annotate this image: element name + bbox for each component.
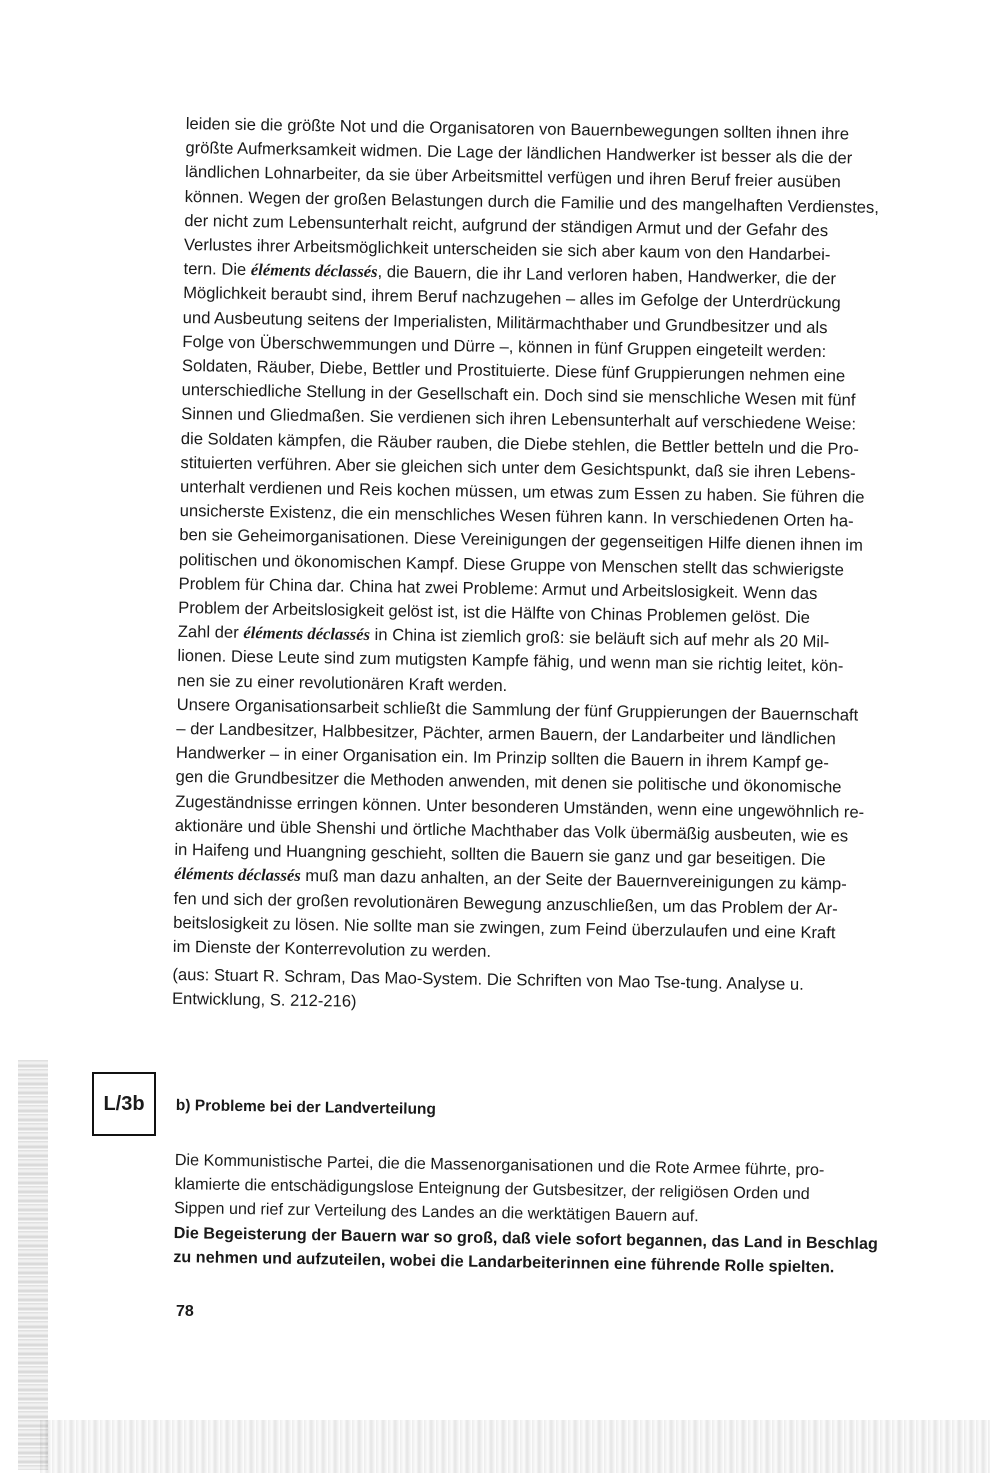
text-line: Zugeständnisse erringen können. Unter besonderen Umständen, wenn eine ungewöhnlich re- bbox=[175, 791, 865, 822]
text-line: Die Begeisterung der Bauern war so groß, daß viele sofort begannen, das Land in Beschlag bbox=[173, 1223, 879, 1253]
text-line: die Soldaten kämpfen, die Räuber rauben, die Diebe stehlen, die Bettler betteln und die Pro- bbox=[180, 428, 859, 459]
scan-noise-bottom bbox=[40, 1420, 990, 1473]
text-fragment: , die Bauern, die ihr Land verloren haben, Handwerker, die der bbox=[377, 262, 837, 289]
term-elements-declasses: éléments déclassés bbox=[243, 623, 371, 645]
citation bbox=[172, 963, 908, 1023]
text-line: größte Aufmerksamkeit widmen. Die Lage der ländlichen Handwerker ist besser als die der bbox=[185, 138, 853, 168]
section-heading: b) Probleme bei der Landverteilung bbox=[175, 1097, 437, 1119]
text-line: und Ausbeutung seitens der Imperialisten, Militärmachthaber und Grundbesitzer und als bbox=[182, 307, 828, 337]
text-fragment: Zahl der bbox=[177, 622, 244, 643]
paragraph-organisationsarbeit bbox=[173, 693, 912, 971]
text-line: im Dienste der Konterrevolution zu werden. bbox=[172, 936, 492, 961]
text-line: ländlichen Lohnarbeiter, da sie über Arbeitsmittel verfügen und ihren Beruf freier ausüben bbox=[184, 162, 842, 192]
text-line: in Haifeng und Huangning geschieht, sollten die Bauern sie ganz und gar beseitigen. Die bbox=[174, 840, 826, 870]
section-b-text bbox=[173, 1148, 910, 1281]
text-fragment: tern. Die bbox=[183, 259, 252, 280]
text-line: aktionäre und üble Shenshi und örtliche Machthaber das Volk übermäßig ausbeuten, wie es bbox=[174, 815, 849, 846]
text-line: Die Kommunistische Partei, die die Massenorganisationen und die Rote Armee führte, pro- bbox=[174, 1150, 825, 1180]
text-line: – der Landbesitzer, Halbbesitzer, Pächter, armen Bauern, der Landarbeiter und ländlichen bbox=[176, 719, 836, 749]
text-line: Verlustes ihrer Arbeitsmöglichkeit unterscheiden sie sich aber kaum von den Handarbei- bbox=[183, 235, 831, 265]
text-line: lionen. Diese Leute sind zum mutigsten Kampfe fähig, und wenn man sie richtig leitet, kön- bbox=[177, 646, 844, 676]
scan-noise-left bbox=[18, 1060, 48, 1470]
text-line: Problem der Arbeitslosigkeit gelöst ist, ist die Hälfte von Chinas Problemen gelöst. Die bbox=[178, 598, 811, 627]
text-line: fen und sich der großen revolutionären Bewegung anzuschließen, um das Problem der Ar- bbox=[173, 888, 838, 918]
text-line: nen sie zu einer revolutionären Kraft werden. bbox=[176, 670, 508, 695]
text-line: ben sie Geheimorganisationen. Diese Vereinigungen der gegenseitigen Hilfe dienen ihnen im bbox=[179, 525, 863, 556]
text-line: können. Wegen der großen Belastungen durch die Familie und des mangelhaften Verdienstes, bbox=[184, 186, 880, 217]
text-line: Sinnen und Gliedmaßen. Sie verdienen sich ihren Lebensunterhalt auf verschiedene Weise: bbox=[181, 404, 857, 435]
term-elements-declasses: éléments déclassés bbox=[250, 260, 378, 282]
section-label: L/3b bbox=[103, 1092, 145, 1115]
text-line: der nicht zum Lebensunterhalt reicht, aufgrund der ständigen Armut und der Gefahr des bbox=[184, 210, 829, 240]
text-line: unterhalt verdienen und Reis kochen müssen, um etwas zum Essen zu haben. Sie führen die bbox=[179, 477, 865, 507]
page-number: 78 bbox=[176, 1303, 194, 1320]
text-line: zu nehmen und aufzuteilen, wobei die Landarbeiterinnen eine führende Rolle spielten. bbox=[173, 1247, 835, 1277]
text-line: Sippen und rief zur Verteilung des Landes an die werktätigen Bauern auf. bbox=[173, 1199, 699, 1226]
text-line: unterschiedliche Stellung in der Gesellschaft ein. Doch sind sie menschliche Wesen mit fünf bbox=[181, 380, 856, 410]
citation-line: Entwicklung, S. 212-216) bbox=[171, 989, 357, 1012]
text-line: Soldaten, Räuber, Diebe, Bettler und Prostituierte. Diese fünf Gruppierungen nehmen eine bbox=[181, 356, 846, 386]
text-fragment: in China ist ziemlich groß: sie beläuft sich auf mehr als 20 Mil- bbox=[369, 625, 830, 652]
text-line: Folge von Überschwemmungen und Dürre –, können in fünf Gruppen eingeteilt werden: bbox=[182, 331, 827, 361]
text-line: unsicherste Existenz, die ein menschliches Wesen führen kann. In verschiedenen Orten ha- bbox=[179, 501, 854, 531]
paragraph-kommunistische-partei bbox=[174, 1148, 910, 1232]
text-line: leiden sie die größte Not und die Organisatoren von Bauernbewegungen sollten ihnen ihre bbox=[185, 113, 850, 144]
citation-line: (aus: Stuart R. Schram, Das Mao-System. Die Schriften von Mao Tse-tung. Analyse u. bbox=[172, 965, 804, 994]
text-line: gen die Grundbesitzer die Methoden anwenden, mit denen sie politische und ökonomische bbox=[175, 767, 842, 797]
term-elements-declasses: éléments déclassés bbox=[173, 864, 301, 886]
text-line: klamierte die entschädigungslose Enteignung der Gutsbesitzer, der religiösen Orden und bbox=[174, 1175, 810, 1204]
text-line: beitslosigkeit zu lösen. Nie sollte man sie zwingen, zum Feind überzulaufen und eine Kraft bbox=[173, 912, 836, 943]
paragraph-fuenf-gruppen bbox=[177, 112, 921, 704]
text-line: politischen und ökonomischen Kampf. Diese Gruppe von Menschen stellt das schwierigste bbox=[178, 549, 845, 580]
paragraph-begeisterung bbox=[173, 1221, 909, 1281]
section-label-box bbox=[92, 1072, 156, 1136]
text-line: Unsere Organisationsarbeit schließt die Sammlung der fünf Gruppierungen der Bauernschaft bbox=[176, 694, 859, 725]
text-fragment: muß man dazu anhalten, an der Seite der Bauernvereinigungen zu kämp- bbox=[300, 866, 847, 894]
text-line: Handwerker – in einer Organisation ein. Im Prinzip sollten die Bauern in ihrem Kampf ge- bbox=[175, 743, 830, 773]
main-text-block bbox=[172, 112, 921, 1023]
text-line: Problem für China dar. China hat zwei Probleme: Armut und Arbeitslosigkeit. Wenn das bbox=[178, 573, 818, 603]
text-line: Möglichkeit beraubt sind, ihrem Beruf nachzugehen – alles im Gefolge der Unterdrückung bbox=[183, 283, 841, 313]
text-line: stituierten verführen. Aber sie gleichen sich unter dem Gesichtspunkt, daß sie ihren Lebens- bbox=[180, 452, 856, 483]
